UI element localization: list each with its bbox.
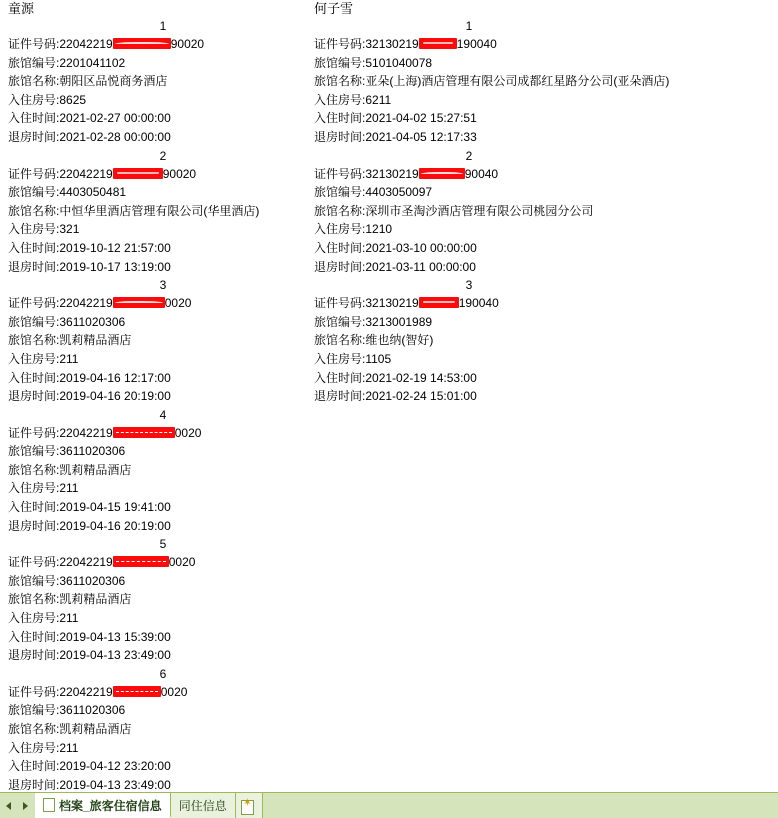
label-hotel-name: 旅馆名称: <box>8 592 60 607</box>
id-suffix: 90020 <box>170 37 205 51</box>
checkout-value: 2019-04-16 20:19:00 <box>59 518 171 533</box>
label-id-no: 证件号码: <box>8 37 60 51</box>
label-id-no: 证件号码: <box>8 555 60 570</box>
redaction-bar <box>113 686 161 697</box>
record-hotel-name-line <box>8 72 318 91</box>
record-room-no-line <box>8 91 318 110</box>
label-hotel-name: 旅馆名称: <box>314 203 366 218</box>
record-block <box>314 147 624 277</box>
redaction-bar <box>113 297 165 308</box>
hotel-no-value: 4403050097 <box>365 185 433 200</box>
tabbar-filler <box>263 793 778 818</box>
hotel-name-value: 深圳市圣淘沙酒店管理有限公司桃园分公司 <box>365 203 594 218</box>
record-hotel-name-line <box>8 331 318 350</box>
record-index: 1 <box>159 19 167 33</box>
record-checkin-line <box>8 628 318 647</box>
record-checkout-line <box>8 646 318 665</box>
record-index: 2 <box>159 148 167 163</box>
record-hotel-name-line <box>8 590 318 609</box>
id-suffix: 0020 <box>168 555 196 570</box>
checkout-value: 2019-10-17 13:19:00 <box>59 259 171 274</box>
hotel-name-value: 中恒华里酒店管理有限公司(华里酒店) <box>59 203 260 218</box>
hotel-no-value: 3213001989 <box>365 314 433 329</box>
label-hotel-no: 旅馆编号: <box>314 55 366 70</box>
record-room-no-line <box>314 220 624 239</box>
label-room-no: 入住房号: <box>8 351 60 366</box>
record-hotel-name-line <box>314 202 624 221</box>
label-id-no: 证件号码: <box>314 296 366 311</box>
label-hotel-no: 旅馆编号: <box>8 444 60 459</box>
person-name: 童源 <box>8 1 35 16</box>
checkin-value: 2021-02-19 14:53:00 <box>365 370 477 385</box>
label-checkout: 退房时间: <box>314 259 366 274</box>
record-index: 1 <box>465 19 473 33</box>
redaction-bar <box>419 297 459 308</box>
label-checkout: 退房时间: <box>8 777 60 792</box>
label-checkout: 退房时间: <box>8 259 60 274</box>
record-checkin-line <box>314 109 624 128</box>
checkin-value: 2021-02-27 00:00:00 <box>59 111 171 126</box>
record-checkout-line <box>314 258 624 277</box>
label-id-no: 证件号码: <box>314 166 366 181</box>
record-hotel-name-line <box>8 461 318 480</box>
label-room-no: 入住房号: <box>314 351 366 366</box>
checkin-value: 2021-04-02 15:27:51 <box>365 111 477 126</box>
label-checkin: 入住时间: <box>8 370 60 385</box>
id-suffix: 0020 <box>174 425 202 440</box>
redaction-bar <box>419 168 465 179</box>
column-person-2 <box>314 0 670 406</box>
checkin-value: 2019-04-12 23:20:00 <box>59 759 171 774</box>
redaction-bar <box>113 38 171 49</box>
record-id-line <box>314 294 624 313</box>
hotel-name-value: 亚朵(上海)酒店管理有限公司成都红星路分公司(亚朵酒店) <box>365 74 670 89</box>
room-no-value: 6211 <box>365 92 392 107</box>
record-id-line <box>8 553 318 572</box>
sheet-tab-archive-guest-stay[interactable] <box>35 793 171 818</box>
record-room-no-line <box>8 739 318 758</box>
checkin-value: 2021-03-10 00:00:00 <box>365 240 477 255</box>
record-id-line <box>8 294 318 313</box>
record-room-no-line <box>8 609 318 628</box>
redaction-bar <box>113 168 163 179</box>
hotel-name-value: 维也纳(智好) <box>365 333 434 348</box>
record-checkin-line <box>314 369 624 388</box>
column-person-1 <box>8 0 318 794</box>
record-hotel-name-line <box>8 202 318 221</box>
room-no-value: 8625 <box>59 92 87 107</box>
sheet-nav-arrows[interactable] <box>0 793 35 818</box>
label-room-no: 入住房号: <box>8 481 60 496</box>
record-checkout-line <box>8 387 318 406</box>
label-room-no: 入住房号: <box>314 92 366 107</box>
label-checkin: 入住时间: <box>8 240 60 255</box>
sheet-tabs[interactable] <box>35 793 263 818</box>
redaction-bar <box>113 556 169 567</box>
label-checkin: 入住时间: <box>314 370 366 385</box>
redaction-bar <box>113 427 175 438</box>
room-no-value: 211 <box>59 351 79 366</box>
checkin-value: 2019-10-12 21:57:00 <box>59 240 171 255</box>
record-hotel-name-line <box>314 331 624 350</box>
id-suffix: 190040 <box>456 37 497 51</box>
record-checkout-line <box>314 387 624 406</box>
room-no-value: 1210 <box>365 222 393 237</box>
checkout-value: 2021-02-28 00:00:00 <box>59 129 171 144</box>
label-checkin: 入住时间: <box>8 759 60 774</box>
label-checkout: 退房时间: <box>8 129 60 144</box>
label-hotel-name: 旅馆名称: <box>8 462 60 477</box>
label-hotel-no: 旅馆编号: <box>314 314 366 329</box>
label-id-no: 证件号码: <box>8 425 60 440</box>
record-index: 3 <box>159 278 167 293</box>
label-hotel-no: 旅馆编号: <box>8 55 60 70</box>
checkout-value: 2019-04-16 20:19:00 <box>59 389 171 404</box>
label-hotel-name: 旅馆名称: <box>8 74 60 89</box>
label-id-no: 证件号码: <box>8 166 60 181</box>
record-hotel-no-line <box>8 701 318 720</box>
record-room-no-line <box>8 479 318 498</box>
sparkle-icon: ✶ <box>242 797 252 809</box>
record-block <box>8 276 318 406</box>
id-suffix: 90020 <box>162 166 197 181</box>
record-id-line <box>8 683 318 702</box>
hotel-name-value: 凯莉精品酒店 <box>59 592 132 607</box>
record-block <box>314 17 670 147</box>
id-suffix: 190040 <box>458 296 499 311</box>
label-id-no: 证件号码: <box>8 684 60 699</box>
record-hotel-no-line <box>8 183 318 202</box>
record-checkout-line <box>8 128 318 147</box>
sheet-tab-label: 档案_旅客住宿信息 <box>59 799 162 813</box>
hotel-name-value: 凯莉精品酒店 <box>59 722 132 736</box>
record-index: 4 <box>159 407 167 422</box>
label-hotel-name: 旅馆名称: <box>314 333 366 348</box>
record-checkin-line <box>314 239 624 258</box>
arrow-left-icon[interactable] <box>4 800 16 812</box>
record-block <box>8 535 318 665</box>
label-room-no: 入住房号: <box>8 611 60 626</box>
record-hotel-no-line <box>8 313 318 332</box>
label-room-no: 入住房号: <box>8 222 60 237</box>
label-id-no: 证件号码: <box>8 296 60 311</box>
record-checkout-line <box>314 128 624 147</box>
label-hotel-name: 旅馆名称: <box>8 333 60 348</box>
record-checkin-line <box>8 239 318 258</box>
person-name: 何子雪 <box>314 1 354 16</box>
sheet-tab-cohabitants[interactable] <box>171 793 236 818</box>
label-checkin: 入住时间: <box>8 629 60 644</box>
id-prefix: 32130219 <box>365 37 419 51</box>
record-room-no-line <box>8 220 318 239</box>
record-id-line <box>8 35 318 54</box>
label-checkin: 入住时间: <box>314 240 366 255</box>
record-checkin-line <box>8 498 318 517</box>
room-no-value: 211 <box>59 481 79 496</box>
hotel-no-value: 3611020306 <box>59 314 126 329</box>
label-checkout: 退房时间: <box>314 389 366 404</box>
checkin-value: 2019-04-15 19:41:00 <box>59 500 171 515</box>
record-block <box>8 17 318 147</box>
checkin-value: 2019-04-13 15:39:00 <box>59 629 171 644</box>
label-hotel-no: 旅馆编号: <box>8 314 60 329</box>
record-block <box>8 147 318 277</box>
label-hotel-no: 旅馆编号: <box>8 185 60 200</box>
record-index: 6 <box>159 666 167 681</box>
label-checkin: 入住时间: <box>314 111 366 126</box>
record-hotel-no-line <box>314 54 624 73</box>
checkout-value: 2021-03-11 00:00:00 <box>365 259 476 274</box>
label-checkout: 退房时间: <box>8 518 60 533</box>
id-suffix: 0020 <box>160 684 188 699</box>
record-checkin-line <box>8 109 318 128</box>
record-checkout-line <box>8 258 318 277</box>
label-hotel-no: 旅馆编号: <box>8 703 60 718</box>
record-checkin-line <box>8 757 318 776</box>
hotel-no-value: 5101040078 <box>365 55 433 70</box>
room-no-value: 1105 <box>365 351 392 366</box>
checkout-value: 2019-04-13 23:49:00 <box>59 777 171 792</box>
id-suffix: 0020 <box>164 296 192 311</box>
label-hotel-name: 旅馆名称: <box>8 203 60 218</box>
id-prefix: 22042219 <box>59 37 113 51</box>
room-no-value: 211 <box>59 740 79 755</box>
record-id-line <box>314 165 624 184</box>
id-prefix: 32130219 <box>365 166 419 181</box>
record-checkout-line <box>8 517 318 536</box>
record-id-line <box>8 424 318 443</box>
record-hotel-name-line <box>314 72 670 91</box>
record-hotel-no-line <box>314 313 624 332</box>
checkout-value: 2021-02-24 15:01:00 <box>365 389 477 404</box>
sheet-icon <box>43 798 55 812</box>
label-hotel-no: 旅馆编号: <box>314 185 366 200</box>
redaction-bar <box>419 38 457 49</box>
hotel-name-value: 朝阳区品悦商务酒店 <box>59 74 168 89</box>
checkin-value: 2019-04-16 12:17:00 <box>59 370 171 385</box>
id-prefix: 32130219 <box>365 296 419 311</box>
checkout-value: 2019-04-13 23:49:00 <box>59 648 171 663</box>
record-hotel-no-line <box>314 183 624 202</box>
id-prefix: 22042219 <box>59 684 113 699</box>
record-hotel-no-line <box>8 442 318 461</box>
id-prefix: 22042219 <box>59 166 113 181</box>
hotel-no-value: 3611020306 <box>59 573 126 588</box>
record-room-no-line <box>314 350 624 369</box>
room-no-value: 211 <box>59 611 79 626</box>
label-checkout: 退房时间: <box>8 389 60 404</box>
label-hotel-no: 旅馆编号: <box>8 573 60 588</box>
sheet-tab-label: 同住信息 <box>178 799 227 813</box>
label-checkout: 退房时间: <box>8 648 60 663</box>
record-hotel-no-line <box>8 54 318 73</box>
checkout-value: 2021-04-05 12:17:33 <box>365 129 477 144</box>
hotel-name-value: 凯莉精品酒店 <box>59 462 132 477</box>
record-index: 2 <box>465 148 473 163</box>
label-room-no: 入住房号: <box>8 92 60 107</box>
record-block <box>8 665 318 795</box>
record-hotel-no-line <box>8 572 318 591</box>
record-room-no-line <box>314 91 624 110</box>
id-suffix: 90040 <box>464 166 499 181</box>
new-sheet-button[interactable] <box>236 793 263 818</box>
sheet-tab-bar[interactable] <box>0 792 778 818</box>
label-checkout: 退房时间: <box>314 129 366 144</box>
record-id-line <box>314 35 624 54</box>
record-checkin-line <box>8 369 318 388</box>
label-room-no: 入住房号: <box>8 740 60 755</box>
record-block <box>314 276 624 406</box>
label-id-no: 证件号码: <box>314 37 366 51</box>
record-id-line <box>8 165 318 184</box>
record-block <box>8 406 318 536</box>
label-checkin: 入住时间: <box>8 111 60 126</box>
hotel-no-value: 2201041102 <box>59 55 126 70</box>
room-no-value: 321 <box>59 222 80 237</box>
label-room-no: 入住房号: <box>314 222 366 237</box>
hotel-no-value: 3611020306 <box>59 444 126 459</box>
hotel-no-value: 3611020306 <box>59 703 126 718</box>
record-index: 3 <box>465 278 473 293</box>
record-room-no-line <box>8 350 318 369</box>
record-hotel-name-line <box>8 720 318 739</box>
label-hotel-name: 旅馆名称: <box>314 74 366 89</box>
hotel-name-value: 凯莉精品酒店 <box>59 333 132 348</box>
id-prefix: 22042219 <box>59 425 113 440</box>
arrow-right-icon[interactable] <box>19 800 31 812</box>
record-index: 5 <box>159 537 167 552</box>
label-hotel-name: 旅馆名称: <box>8 722 60 736</box>
id-prefix: 22042219 <box>59 296 113 311</box>
label-checkin: 入住时间: <box>8 500 60 515</box>
hotel-no-value: 4403050481 <box>59 185 127 200</box>
id-prefix: 22042219 <box>59 555 113 570</box>
